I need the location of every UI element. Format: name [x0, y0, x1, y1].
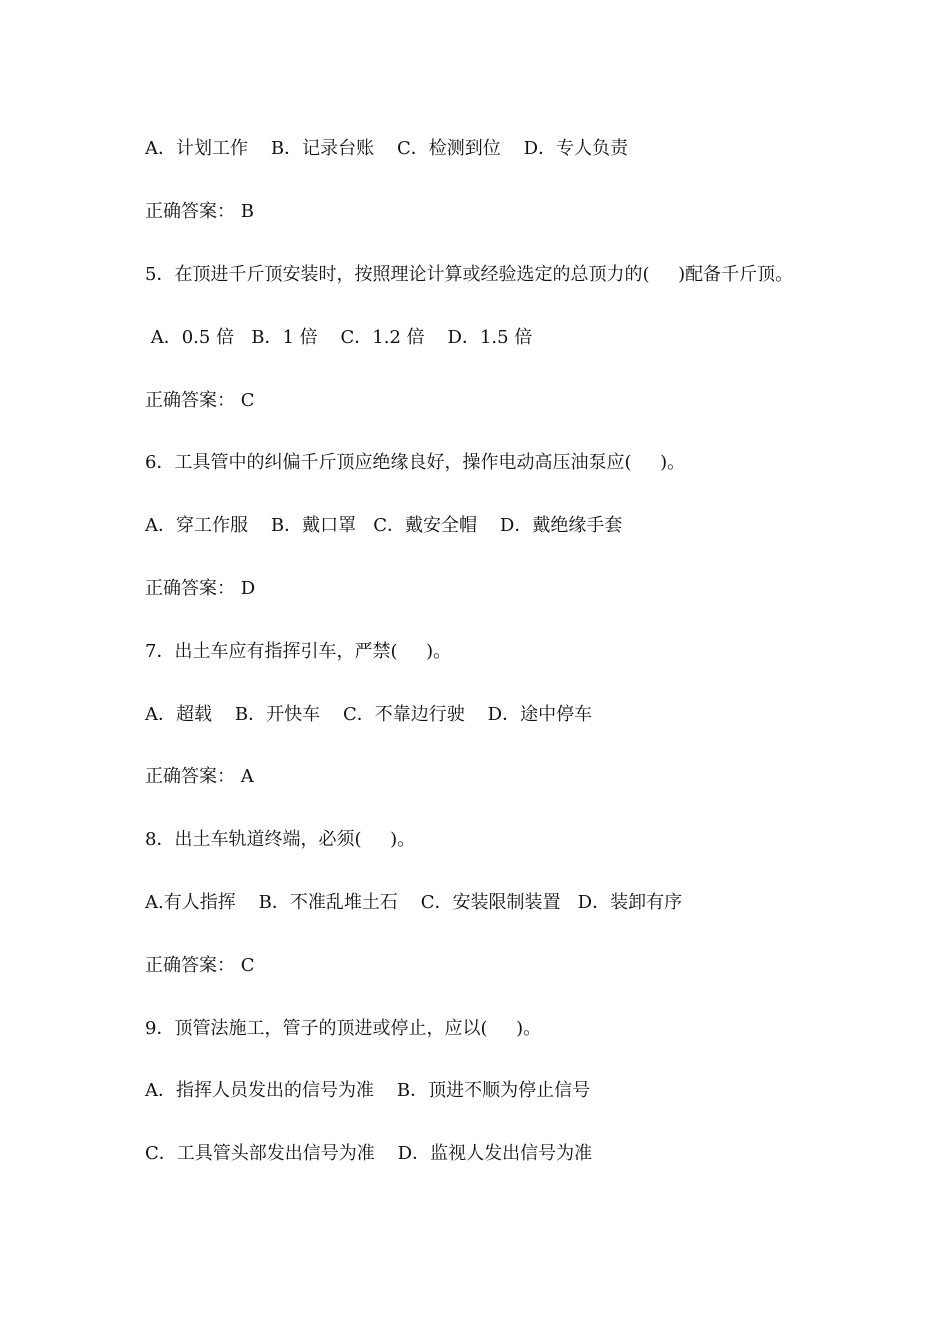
q6-question: 6．工具管中的纠偏千斤顶应绝缘良好，操作电动高压油泵应( )。 [145, 452, 686, 473]
q6-options: A．穿工作服 B．戴口罩 C．戴安全帽 D．戴绝缘手套 [145, 515, 623, 536]
q9-question: 9．顶管法施工，管子的顶进或停止，应以( )。 [145, 1018, 542, 1039]
q5-question: 5．在顶进千斤顶安装时，按照理论计算或经验选定的总顶力的( )配备千斤顶。 [145, 264, 794, 285]
q6-answer: 正确答案： D [145, 578, 256, 599]
q4-options: A．计划工作 B．记录台账 C．检测到位 D．专人负责 [145, 138, 629, 159]
q7-answer: 正确答案： A [145, 766, 254, 787]
q7-options: A．超载 B．开快车 C．不靠边行驶 D．途中停车 [145, 704, 593, 725]
q9-options-ab: A．指挥人员发出的信号为准 B．顶进不顺为停止信号 [145, 1080, 591, 1101]
q8-options: A.有人指挥 B．不准乱堆土石 C．安装限制装置 D．装卸有序 [145, 892, 683, 913]
q8-question: 8．出土车轨道终端，必须( )。 [145, 829, 416, 850]
q8-answer: 正确答案： C [145, 955, 255, 976]
q4-answer: 正确答案： B [145, 201, 254, 222]
q5-options: A．0.5 倍 B．1 倍 C．1.2 倍 D．1.5 倍 [145, 327, 533, 348]
q5-answer: 正确答案： C [145, 390, 255, 411]
q9-options-cd: C．工具管头部发出信号为准 D．监视人发出信号为准 [145, 1143, 593, 1164]
q7-question: 7．出土车应有指挥引车，严禁( )。 [145, 641, 452, 662]
